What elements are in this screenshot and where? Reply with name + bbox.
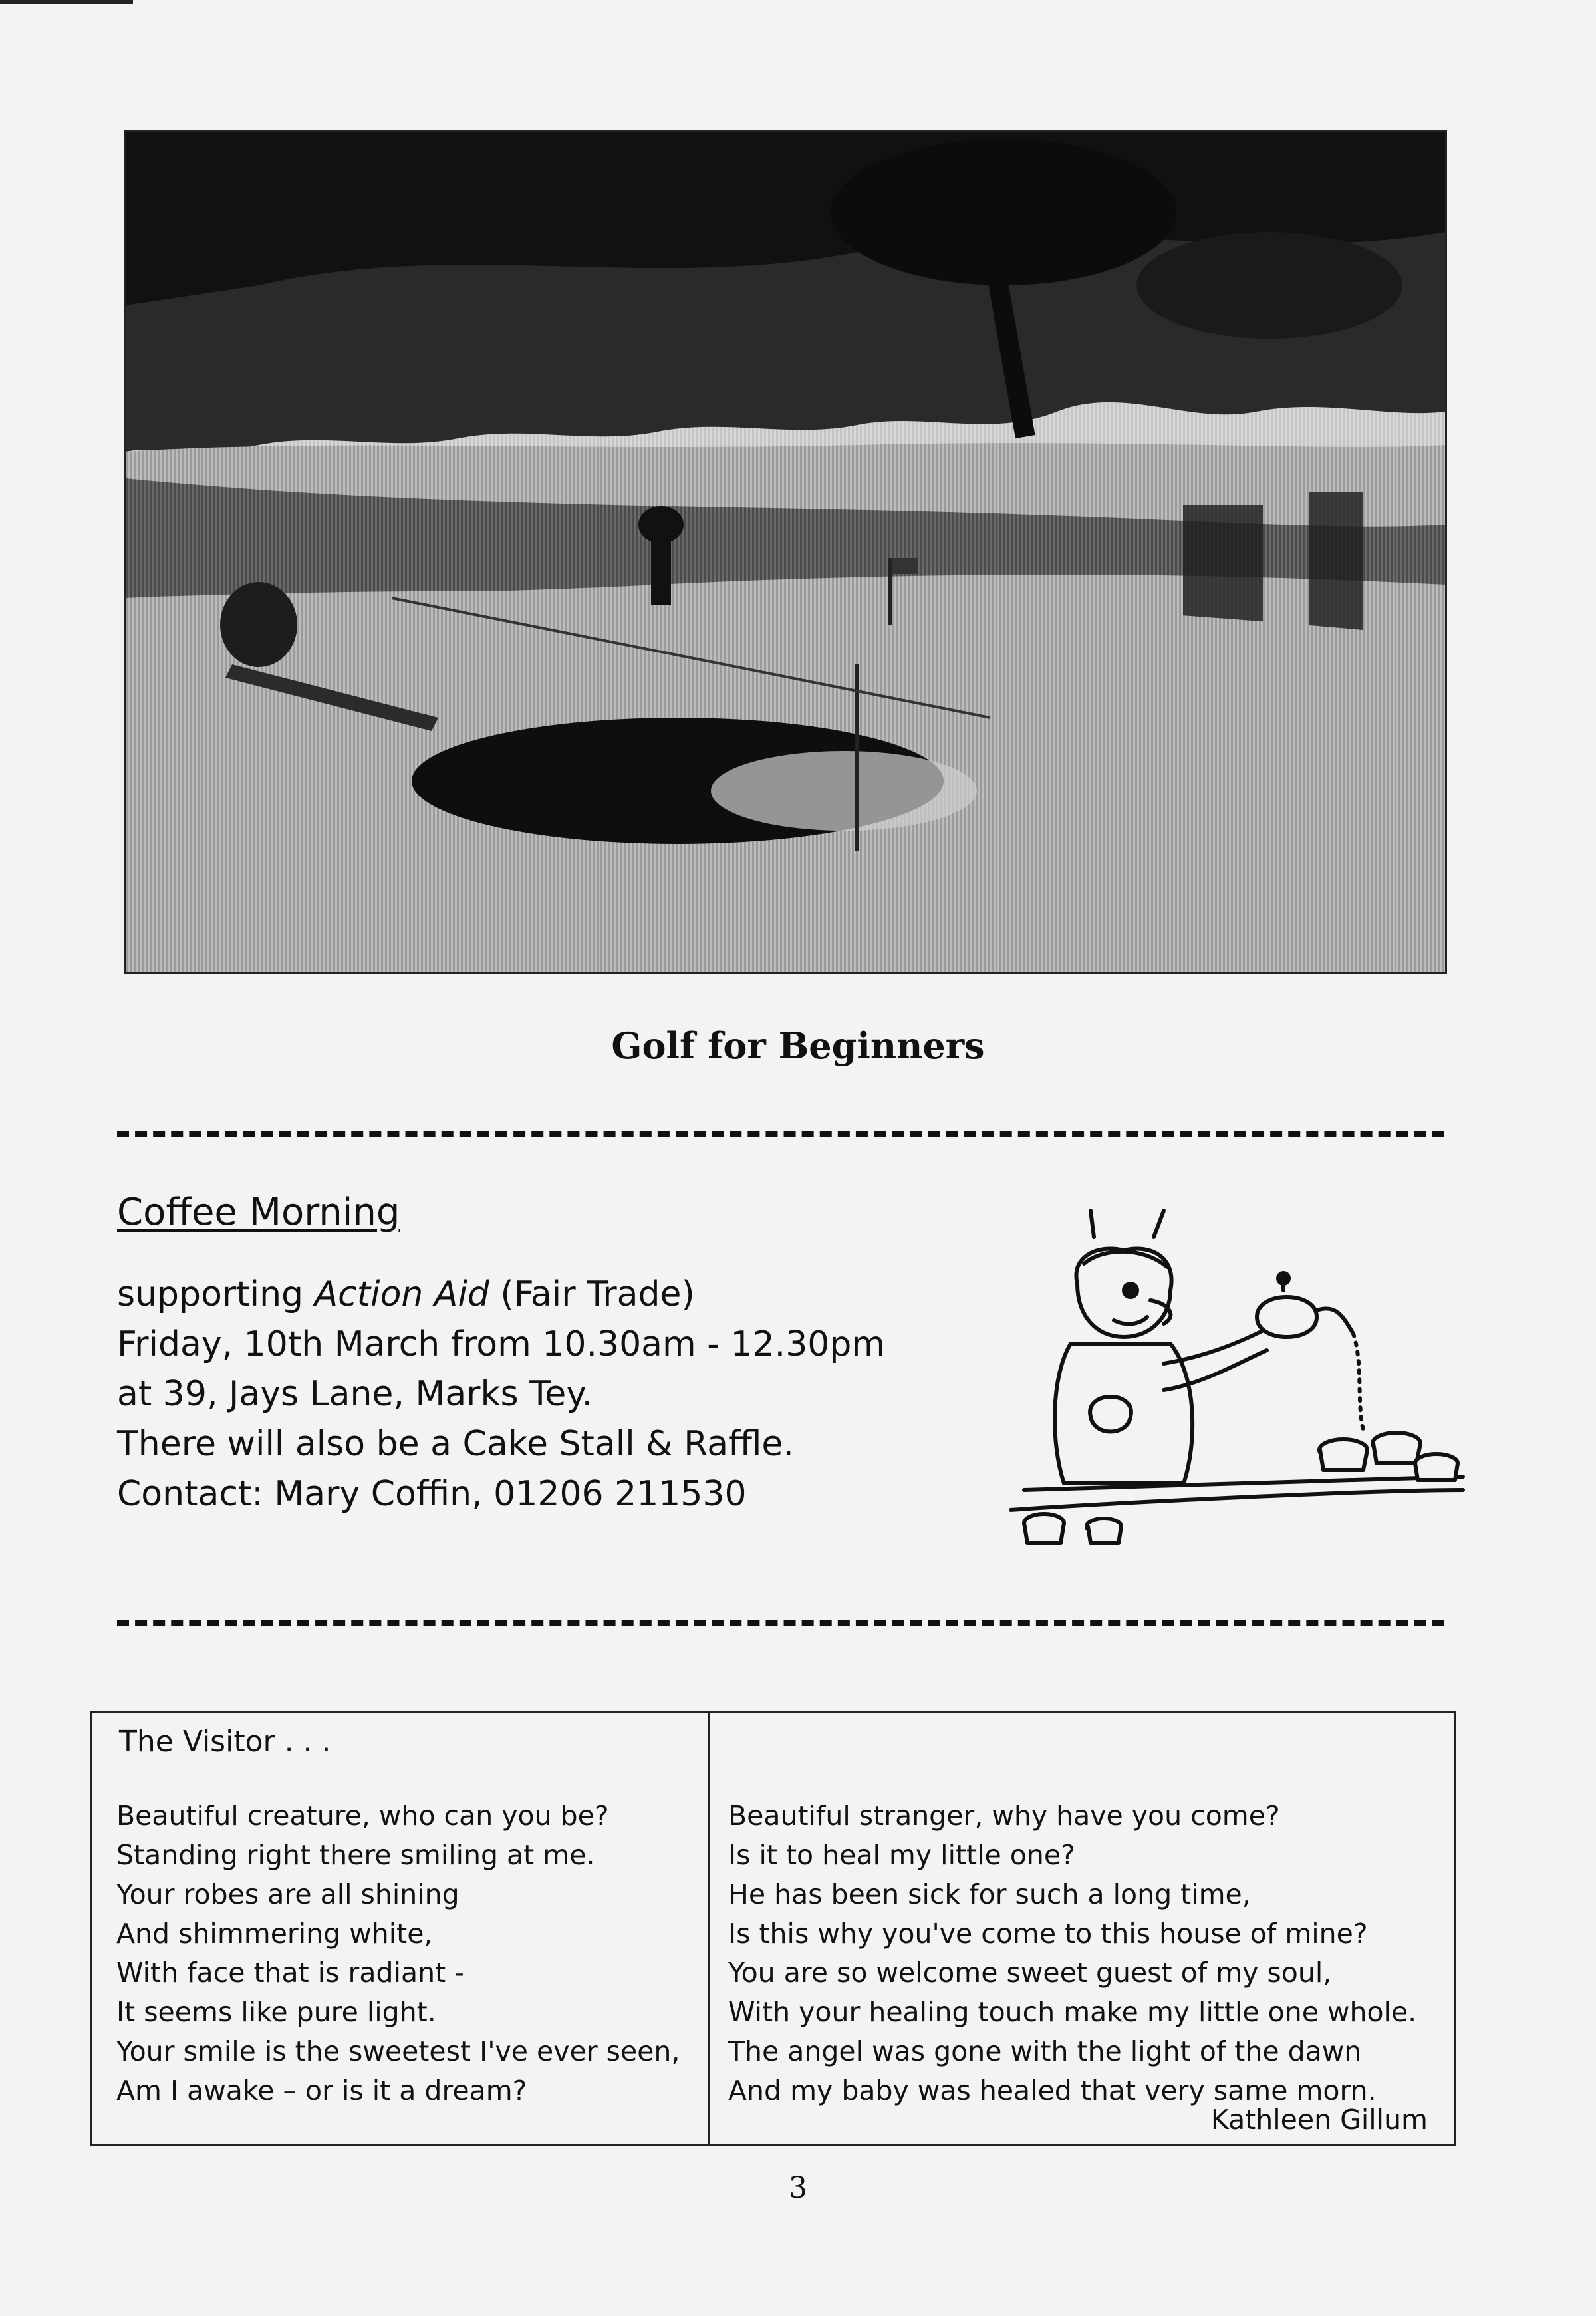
poem-line: Beautiful stranger, why have you come? [728, 1800, 1280, 1832]
poem-box [90, 1711, 1456, 2146]
poem-line: And my baby was healed that very same morn. [728, 2075, 1377, 2106]
poem-line: And shimmering white, [116, 1918, 433, 1950]
golf-photo [124, 130, 1447, 974]
coffee-line-supporting [117, 1270, 1015, 1320]
poem-line: Your smile is the sweetest I've ever seen, [116, 2035, 680, 2067]
poem-title: The Visitor . . . [119, 1725, 331, 1759]
photo-caption: Golf for Beginners [611, 1024, 985, 1067]
poem-line: Am I awake – or is it a dream? [116, 2075, 527, 2106]
coffee-line-date: Friday, 10th March from 10.30am - 12.30pm [117, 1324, 886, 1364]
poem-left-column [116, 1797, 702, 2110]
poem-column-divider [708, 1713, 710, 2144]
golf-course-photo-icon [126, 132, 1445, 972]
coffee-line-cake-stall: There will also be a Cake Stall & Raffle. [117, 1424, 794, 1464]
fair-trade-text: (Fair Trade) [489, 1274, 695, 1314]
poem-line: The angel was gone with the light of the dawn [728, 2035, 1362, 2067]
poem-line: He has been sick for such a long time, [728, 1878, 1251, 1910]
charity-name: Action Aid [314, 1274, 489, 1314]
coffee-morning-title: Coffee Morning [117, 1191, 400, 1234]
poem-line: Is it to heal my little one? [728, 1839, 1075, 1871]
poem-line: It seems like pure light. [116, 1996, 436, 2028]
poem-line: Standing right there smiling at me. [116, 1839, 595, 1871]
coffee-morning-notice [117, 1191, 1015, 1519]
coffee-line-contact: Contact: Mary Coffin, 01206 211530 [117, 1474, 747, 1514]
supporting-text: supporting [117, 1274, 315, 1314]
poem-line: Your robes are all shining [116, 1878, 460, 1910]
poem-line: With your healing touch make my little one whole. [728, 1996, 1417, 2028]
man-pouring-tea-icon [971, 1191, 1476, 1570]
poem-line: Is this why you've come to this house of mine? [728, 1918, 1368, 1950]
page-edge-mark [0, 0, 133, 4]
coffee-line-address: at 39, Jays Lane, Marks Tey. [117, 1374, 593, 1414]
poem-line: Beautiful creature, who can you be? [116, 1800, 609, 1832]
poem-author: Kathleen Gillum [1210, 2104, 1428, 2136]
dashed-divider-bottom [117, 1620, 1444, 1626]
poem-line: With face that is radiant - [116, 1957, 464, 1989]
poem-right-column [728, 1797, 1446, 2110]
page-number: 3 [789, 2171, 807, 2205]
dashed-divider-top [117, 1131, 1444, 1137]
poem-line: You are so welcome sweet guest of my soul, [728, 1957, 1332, 1989]
